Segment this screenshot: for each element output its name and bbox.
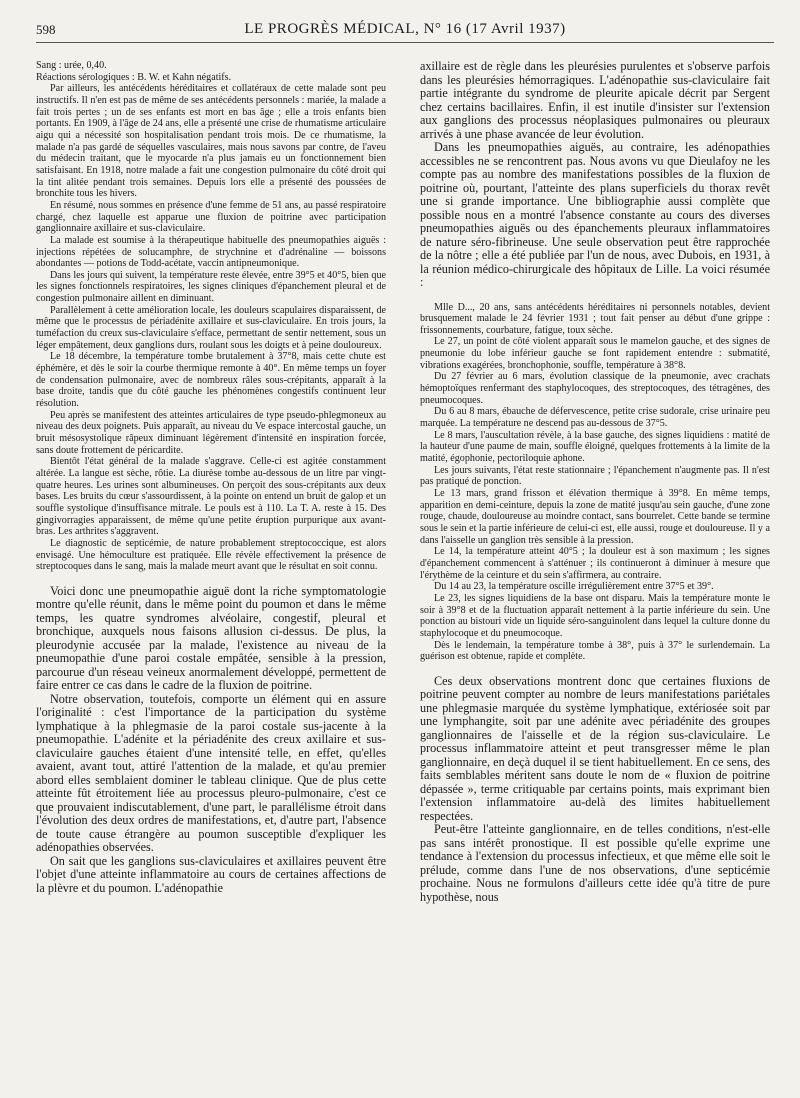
paragraph: Peut-être l'atteinte ganglionnaire, en de telles conditions, n'est-elle pas sans intérêt pronostique. Il est possible qu'elle exprime une tendance à l'extension du processus infectieux, et que même elle soit le prélude, comme dans l'une de nos observations, d'une septicémie prochaine. Nous ne formulons d'ailleurs cette idée qu'à titre de pure hypothèse, nous — [420, 822, 770, 904]
discussion-continued — [420, 60, 770, 290]
paragraph: Le 13 mars, grand frisson et élévation thermique à 39°8. En même temps, apparition en demi-ceinture, depuis la zone de matité jusqu'au sein gauche, d'une zone rouge, chaude, douloureuse au moindre contact, sans bourrelet. Cette bande se termine sous le sein et la partie inférieure de celui-ci est, elle aussi, rouge et douloureuse. Il y a dans l'aisselle un ganglion très sensible à la pression. — [420, 488, 770, 546]
paragraph: Par ailleurs, les antécédents héréditaires et collatéraux de cette malade sont peu instructifs. Il n'en est pas de même de ses antécédents personnels : mariée, la malade a fait trois pertes ; un de ses enfants est mort en bas âge ; elle a trois enfants bien portants. En 1909, à l'âge de 24 ans, elle a présenté une crise de rhumatisme articulaire aigu qui a nécessité son hospitalisation pendant trois mois. De ce rhumatisme, la malade n'a pas gardé de séquelles vasculaires, mais nous savons par contre, de l'aveu du médecin traitant, que le myocarde n'a plus jamais eu un fonctionnement bien satisfaisant. En 1918, notre malade a fait une congestion pulmonaire du côté droit qui la tint alitée pendant trois semaines. Depuis lors elle a présenté des poussées de bronchite tous les hivers. — [36, 83, 386, 200]
left-column — [36, 60, 386, 1090]
conclusion-text — [420, 675, 770, 905]
paragraph: Le 27, un point de côté violent apparaît sous le mamelon gauche, et des signes de pneumonie du lobe inférieur gauche se font rapidement entendre : submatité, vibrations exagérées, bronchophonie, souffle, température à 38°8. — [420, 336, 770, 371]
paragraph: Le 18 décembre, la température tombe brutalement à 37°8, mais cette chute est éphémère, et dès le soir la courbe thermique remonte à 40°. En même temps un foyer de condensation pulmonaire, avec de nombreux râles sous-crépitants, apparaît à la base droite, tandis que du côté gauche les phénomènes congestifs continuent leur résolution. — [36, 351, 386, 410]
paragraph: Sang : urée, 0,40. — [36, 60, 107, 71]
paragraph: En résumé, nous sommes en présence d'une femme de 51 ans, au passé respiratoire chargé, chez laquelle est apparue une fluxion de poitrine avec participation ganglionnaire axillaire et sus-claviculaire. — [36, 199, 386, 235]
paragraph: axillaire est de règle dans les pleurésies purulentes et s'observe parfois dans les pleurésies hémorragiques. L'adénopathie sus-claviculaire fait partie intégrante du syndrome de pleurite apicale décrit par Sergent chez certains bacillaires. Enfin, il est inutile d'insister sur l'extension aux ganglions des processus néoplasiques pulmonaires ou pleuraux arrivés à une phase avancée de leur évolution. — [420, 60, 770, 141]
paragraph: Notre observation, toutefois, comporte un élément qui en assure l'originalité : c'est l'importance de la participation du système lymphatique à la phlegmasie de la paroi costale sus-jacente à la pneumopathie. L'adénite et la périadénite des creux axillaire et sus-claviculaire gauches étaient d'une intensité telle, en effet, qu'elles avaient, avant tout, attiré l'attention de la malade, et qu'au premier abord elles semblaient dominer le tableau clinique. Que de plus cette atteinte fût étroitement liée au processus pleuro-pulmonaire, c'est ce que prouvaient indiscutablement, d'une part, le parallélisme étroit dans l'évolution des deux ordres de manifestations, et, d'autre part, l'absence de toute cause étrangère au poumon susceptible d'expliquer les adénopathies observées. — [36, 691, 386, 855]
paragraph: On sait que les ganglions sus-claviculaires et axillaires peuvent être l'objet d'une atteinte inflammatoire au cours de certaines affections de la plèvre et du poumon. L'adénopathie — [36, 853, 386, 895]
paragraph: Le diagnostic de septicémie, de nature probablement streptococcique, est alors envisagé. Une hémoculture est pratiquée. Elle révèle effectivement la présence de streptocoques dans le sang, mais la malade meurt avant que le résultat en soit connu. — [36, 537, 386, 573]
page-number: 598 — [36, 22, 56, 37]
paragraph: Le 14, la température atteint 40°5 ; la douleur est à son maximum ; les signes d'épanchement commencent à s'atténuer ; ils continueront à diminuer à mesure que l'érythème de la ceinture et du sein s'affirmera, au contraire. — [420, 546, 770, 581]
paragraph: Le 8 mars, l'auscultation révèle, à la base gauche, des signes liquidiens : matité de la hauteur d'une paume de main, souffle éloigné, quelques frottements à la limite de la matité, égophonie, pectoriloquie aphone. — [420, 429, 770, 465]
paragraph: Dans les jours qui suivent, la température reste élevée, entre 39°5 et 40°5, bien que les signes fonctionnels respiratoires, les signes cliniques d'épanchement pleural et de congestion pulmonaire aillent en diminuant. — [36, 269, 386, 305]
case-report-small-print — [36, 60, 386, 573]
paragraph: Peu après se manifestent des atteintes articulaires de type pseudo-phlegmoneux au niveau des deux poignets. Puis apparaît, au niveau du Ve espace intercostal gauche, un bruit mésosystolique râpeux diminuant légèrement d'intensité en inspiration forcée, sans doute frottement de péricardite. — [36, 409, 386, 456]
paragraph: Mlle D..., 20 ans, sans antécédents héréditaires ni personnels notables, devient brusquement malade le 24 février 1931 ; tout fait penser au début d'une grippe : frissonnements, courbature, fatigue, toux sèche. — [420, 301, 770, 336]
paragraph: Le 23, les signes liquidiens de la base ont disparu. Mais la température monte le soir à 39°8 et de la fluctuation apparaît nettement à la partie inférieure du sein. Une ponction au bistouri vide un liquide séro-sanguinolent dans lequel la culture donne du staphylocoque et du pneumocoque. — [420, 592, 770, 639]
paragraph: Voici donc une pneumopathie aiguë dont la riche symptomatologie montre qu'elle réunit, dans le même point du poumon et dans le même temps, les quatre syndromes alvéolaire, congestif, pleural et bronchique, auxquels nous faisons allusion ci-dessus. De plus, la pleurodynie accusée par la malade, l'existence au niveau de la pneumopathie d'une paroi costale empâtée, sensible à la pression, parcourue d'un réseau veineux anormalement développé, permettent de faire entrer ce cas dans le cadre de la fluxion de poitrine. — [36, 583, 386, 693]
paragraph: Du 14 au 23, la température oscille irrégulièrement entre 37°5 et 39°. — [434, 581, 714, 593]
second-observation-small-print — [420, 302, 770, 663]
paragraph: Parallèlement à cette amélioration locale, les douleurs scapulaires disparaissent, de même que le processus de périadénite axillaire et sus-claviculaire. En trois jours, la tuméfaction du creux sus-claviculaire s'efface, permettant de sentir nettement, sous un léger empâtement, deux ganglions durs, roulant sous les doigts et à peine douloureux. — [36, 304, 386, 351]
paragraph: Du 27 février au 6 mars, évolution classique de la pneumonie, avec crachats hémoptoïques renfermant des staphylocoques, des streptocoques, des tétragènes, des pneumocoques. — [420, 371, 770, 406]
paragraph: Les jours suivants, l'état reste stationnaire ; l'épanchement n'augmente pas. Il n'est pas pratiqué de ponction. — [420, 464, 770, 488]
paragraph: Dans les pneumopathies aiguës, au contraire, les adénopathies accessibles ne se rencontrent pas. Nous avons vu que Dieulafoy ne les compte pas au nombre des manifestations possibles de la fluxion de poitrine où, pourtant, l'atteinte des plans superficiels du thorax revêt une si grande importance. Une bibliographie aussi complète que possible nous en a montré l'absence constante au cours des diverses pneumopathies aiguës ou des épanchements pleuraux inflammatoires de nature séro-fibrineuse. Une seule observation peut être rapprochée de la nôtre ; elle a été publiée par l'un de nous, avec Dubois, en 1931, à la réunion médico-chirurgicale des hôpitaux de Lille. La voici résumée : — [420, 140, 770, 289]
paragraph: La malade est soumise à la thérapeutique habituelle des pneumopathies aiguës : injections répétées de solucamphre, de strychnine et d'adrénaline — boissons abondantes — potions de Todd-acétate, vaccin antipneumonique. — [36, 234, 386, 270]
paragraph: Réactions sérologiques : B. W. et Kahn négatifs. — [36, 71, 232, 83]
right-column — [420, 60, 770, 1090]
paragraph: Du 6 au 8 mars, ébauche de défervescence, petite crise sudorale, crise urinaire peu marquée. La température ne descend pas au-dessous de 37°5. — [420, 406, 770, 430]
discussion-text — [36, 585, 386, 896]
paragraph: Ces deux observations montrent donc que certaines fluxions de poitrine peuvent compter au nombre de leurs manifestations pariétales une phlegmasie marquée du système lymphatique, extériosée soit par une lymphangite, soit par une adénite avec périadénite des groupes ganglionnaires de l'aisselle et de la région sus-claviculaire. Le processus inflammatoire atteint et peut transgresser même le plan ganglionnaire, en deçà duquel il se tient habituellement. En ce sens, des faits semblables méritent sans doute le nom de « fluxion de poitrine dépassée », terme critiquable par certains points, mais exprimant bien l'extension inflammatoire au-delà des limites habituellement respectées. — [420, 673, 770, 823]
paragraph: Dès le lendemain, la température tombe à 38°, puis à 37° le surlendemain. La guérison est obtenue, rapide et complète. — [420, 639, 770, 663]
running-title: LE PROGRÈS MÉDICAL, N° 16 (17 Avril 1937) — [244, 21, 566, 37]
paragraph: Bientôt l'état général de la malade s'aggrave. Celle-ci est agitée constamment altérée. La langue est sèche, rôtie. La diurèse tombe au-dessous de un litre par vingt-quatre heures. Les urines sont albumineuses. On perçoit des sous-crépitants aux deux bases. Les bruits du cœur s'assourdissent, à la pointe on entend un bruit de galop et un souffle systolique d'insuffisance mitrale. Le pouls est à 110. La T. A. reste à 15. Des gingivorragies apparaissent, de même qu'une petite éruption purpurique aux avant-bras. Les arthrites s'aggravent. — [36, 456, 386, 538]
running-header — [36, 20, 774, 43]
